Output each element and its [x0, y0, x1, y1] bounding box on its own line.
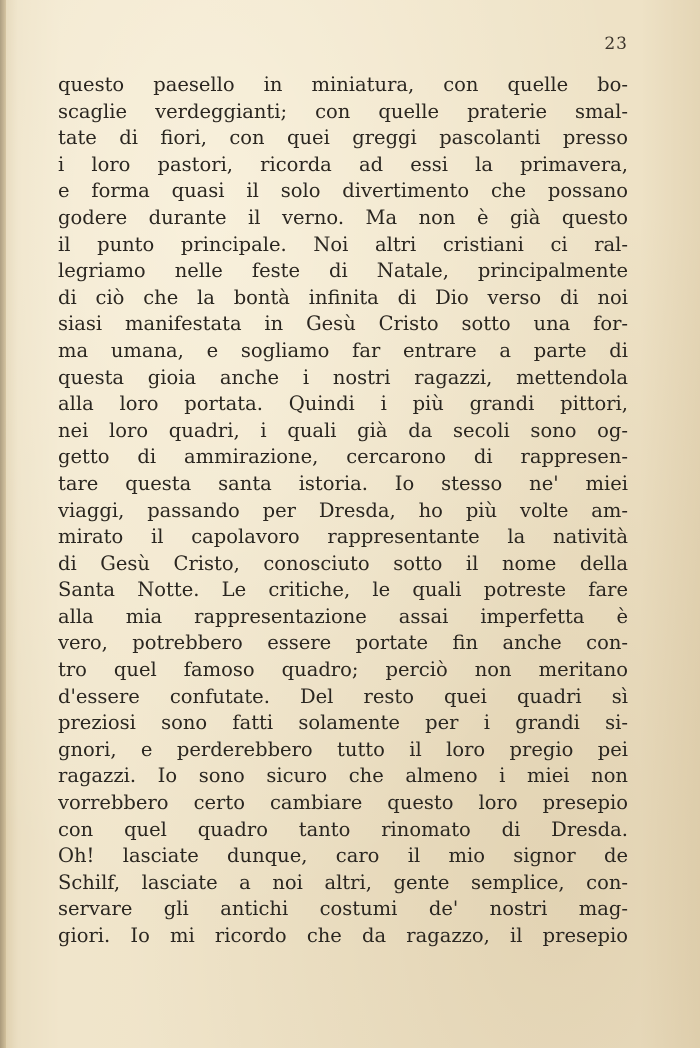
text-line: il punto principale. Noi altri cristiani ci ral-: [58, 232, 628, 256]
text-line: Schilf, lasciate a noi altri, gente semplice, con-: [58, 870, 628, 894]
text-line: Oh! lasciate dunque, caro il mio signor de: [58, 844, 628, 868]
text-line: viaggi, passando per Dresda, ho più volte am-: [58, 498, 628, 522]
text-line: scaglie verdeggianti; con quelle praterie smal-: [58, 99, 628, 123]
text-line: vero, potrebbero essere portate fin anche con-: [58, 631, 628, 655]
text-line: getto di ammirazione, cercarono di rappresen-: [58, 445, 628, 469]
text-line: servare gli antichi costumi de' nostri mag-: [58, 897, 628, 921]
text-line: godere durante il verno. Ma non è già questo: [58, 205, 628, 229]
text-line: tate di fiori, con quei greggi pascolanti presso: [58, 126, 628, 150]
page-number: 23: [604, 34, 628, 54]
text-line: con quel quadro tanto rinomato di Dresda.: [58, 817, 628, 841]
text-line: i loro pastori, ricorda ad essi la primavera,: [58, 152, 628, 176]
text-line: di Gesù Cristo, conosciuto sotto il nome della: [58, 551, 628, 575]
text-line: alla mia rappresentazione assai imperfetta è: [58, 604, 628, 628]
text-line: Santa Notte. Le critiche, le quali potreste fare: [58, 578, 628, 602]
text-line: legriamo nelle feste di Natale, principalmente: [58, 259, 628, 283]
page-spine-shadow: [0, 0, 6, 1048]
text-line: questa gioia anche i nostri ragazzi, mettendola: [58, 365, 628, 389]
text-line: mirato il capolavoro rappresentante la natività: [58, 525, 628, 549]
text-line: gnori, e perderebbero tutto il loro pregio pei: [58, 737, 628, 761]
text-line: siasi manifestata in Gesù Cristo sotto una for-: [58, 312, 628, 336]
text-line: tro quel famoso quadro; perciò non meritano: [58, 658, 628, 682]
text-line: e forma quasi il solo divertimento che possano: [58, 179, 628, 203]
text-line: ragazzi. Io sono sicuro che almeno i miei non: [58, 764, 628, 788]
text-line: preziosi sono fatti solamente per i grandi si-: [58, 711, 628, 735]
text-line: questo paesello in miniatura, con quelle bo-: [58, 73, 628, 96]
text-line: nei loro quadri, i quali già da secoli sono og-: [58, 418, 628, 442]
text-line: d'essere confutate. Del resto quei quadri sì: [58, 684, 628, 708]
text-line: tare questa santa istoria. Io stesso ne' miei: [58, 471, 628, 495]
text-line: ma umana, e sogliamo far entrare a parte di: [58, 338, 628, 362]
text-line: di ciò che la bontà infinita di Dio verso di noi: [58, 285, 628, 309]
text-line: giori. Io mi ricordo che da ragazzo, il presepio: [58, 924, 628, 947]
text-line: alla loro portata. Quindi i più grandi pittori,: [58, 392, 628, 416]
body-text: [58, 72, 628, 950]
text-line: vorrebbero certo cambiare questo loro presepio: [58, 791, 628, 815]
